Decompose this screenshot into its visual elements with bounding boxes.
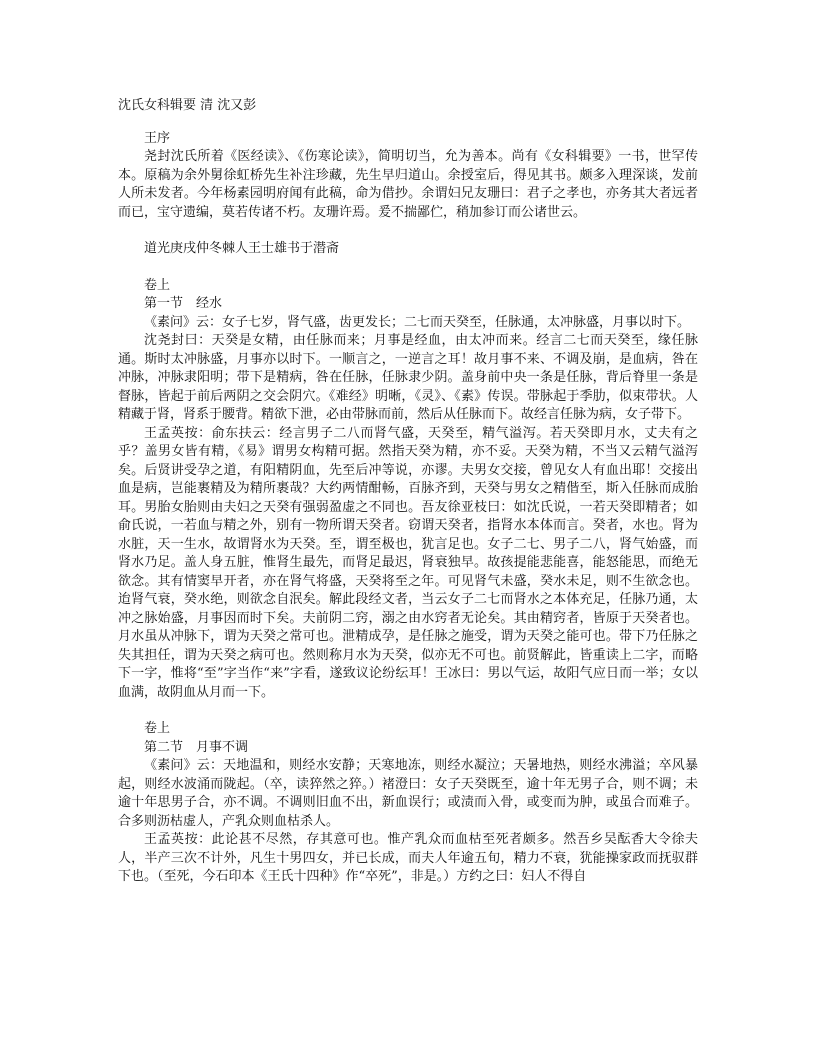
section2-paragraph-1: 《素问》云：天地温和，则经水安静；天寒地冻，则经水凝泣；天暑地热，则经水沸溢；卒风暴起，则经水波涌而陇起。（卒，读猝然之猝。）褚澄曰：女子天癸既至，逾十年无男子合，则不调；未逾十年思男子合，亦不调。不调则旧血不出，新血误行；或渍而入骨，或变而为肿，或虽合而难子。合多则沥枯虚人，产乳众则血枯杀人。 [118,758,698,829]
book-title: 沈氏女科辑要 清 沈又彭 [118,98,257,113]
preface-text: 尧封沈氏所着《医经读》、《伤寒论读》，简明切当，允为善本。尚有《女科辑要》一书，世罕传本。原稿为余外舅徐虹桥先生补注珍藏，先生早归道山。余授室后，得见其书。颇多入理深谈，发前人所未发者。今年杨素园明府闻有此稿，命为借抄。余谓妇兄友珊曰：君子之孝也，亦务其大者远者而已，宝守遗编，莫若传诸不朽。友珊许焉。爰不揣鄙伫，稍加参订而公诸世云。 [118,149,698,220]
preface-heading: 王序 [144,130,171,146]
section2-volume: 卷上 [144,721,171,736]
document-page [118,97,698,887]
preface-signature: 道光庚戌仲冬棘人王士雄书于潜斋 [144,241,340,256]
section1-paragraph-1: 《素问》云：女子七岁，肾气盛，齿更发长；二七而天癸至，任脉通，太冲脉盛，月事以时下。 [144,314,691,330]
section1-volume: 卷上 [144,277,171,293]
section2-heading: 第二节 月事不调 [144,739,249,755]
section1-paragraph-2: 沈尧封曰：天癸是女精，由任脉而来；月事是经血，由太冲而来。经言二七而天癸至，缘任脉通。斯时太冲脉盛，月事亦以时下。一顺言之，一逆言之耳！故月事不来、不调及崩，是血病，咎在冲脉，冲脉隶阳明；带下是精病，咎在任脉，任脉隶少阴。盖身前中央一条是任脉，背后脊里一条是督脉，皆起于前后两阴之交会阴穴。《难经》明晰，《灵》、《素》传误。带脉起于季肋，似束带状。人精藏于肾，肾系于腰背。精欲下泄，必由带脉而前，然后从任脉而下。故经言任脉为病，女子带下。 [118,333,698,422]
section1-paragraph-3: 王孟英按：俞东扶云：经言男子二八而肾气盛，天癸至，精气溢泻。若天癸即月水，丈夫有之乎？盖男女皆有精，《易》谓男女构精可据。然指天癸为精，亦不妥。天癸为精，不当又云精气溢泻矣。后贤讲受孕之道，有阳精阴血，先至后冲等说，亦谬。夫男女交接，曾见女人有血出耶！交接出血是病，岂能裹精及为精所裹哉？大约两情酣畅，百脉齐到，天癸与男女之精偕至，斯入任脉而成胎耳。男胎女胎则由夫妇之天癸有强弱盈虚之不同也。吾友徐亚枝曰：如沈氏说，一若天癸即精者；如俞氏说，一若血与精之外，别有一物所谓天癸者。窃谓天癸者，指肾水本体而言。癸者，水也。肾为水脏，天一生水，故谓肾水为天癸。至，谓至极也，犹言足也。女子二七、男子二八，肾气始盛，而肾水乃足。盖人身五脏，惟肾生最先，而肾足最迟，肾衰独早。故孩提能悲能喜，能怒能思，而绝无欲念。其有情窦早开者，亦在肾气将盛，天癸将至之年。可见肾气未盛，癸水未足，则不生欲念也。迨肾气衰，癸水绝，则欲念自泯矣。解此段经文者，当云女子二七而肾水之本体充足，任脉乃通，太冲之脉始盛，月事因而时下矣。夫前阴二窍，溺之由水窍者无论矣。其由精窍者，皆原于天癸者也。月水虽从冲脉下，谓为天癸之常可也。泄精成孕，是任脉之施受，谓为天癸之能可也。带下乃任脉之失其担任，谓为天癸之病可也。然则称月水为天癸，似亦无不可也。前贤解此，皆重读上二字，而略下一字，惟将“至”字当作“来”字看，遂致议论纷纭耳！王冰曰：男以气运，故阳气应日而一举；女以血满，故阴血从月而一下。 [118,425,698,700]
section2-paragraph-2: 王孟英按：此论甚不尽然，存其意可也。惟产乳众而血枯至死者颇多。然吾乡吴酝香大令徐夫人，半产三次不计外，凡生十男四女，并已长成，而夫人年逾五旬，精力不衰，犹能操家政而抚驭群下也。（至死，今石印本《王氏十四种》作“卒死”，非是。）方约之曰：妇人不得自 [118,832,698,884]
spacer [118,259,698,277]
section1-heading: 第一节 经水 [144,296,223,311]
spacer [118,222,698,240]
spacer [118,702,698,720]
